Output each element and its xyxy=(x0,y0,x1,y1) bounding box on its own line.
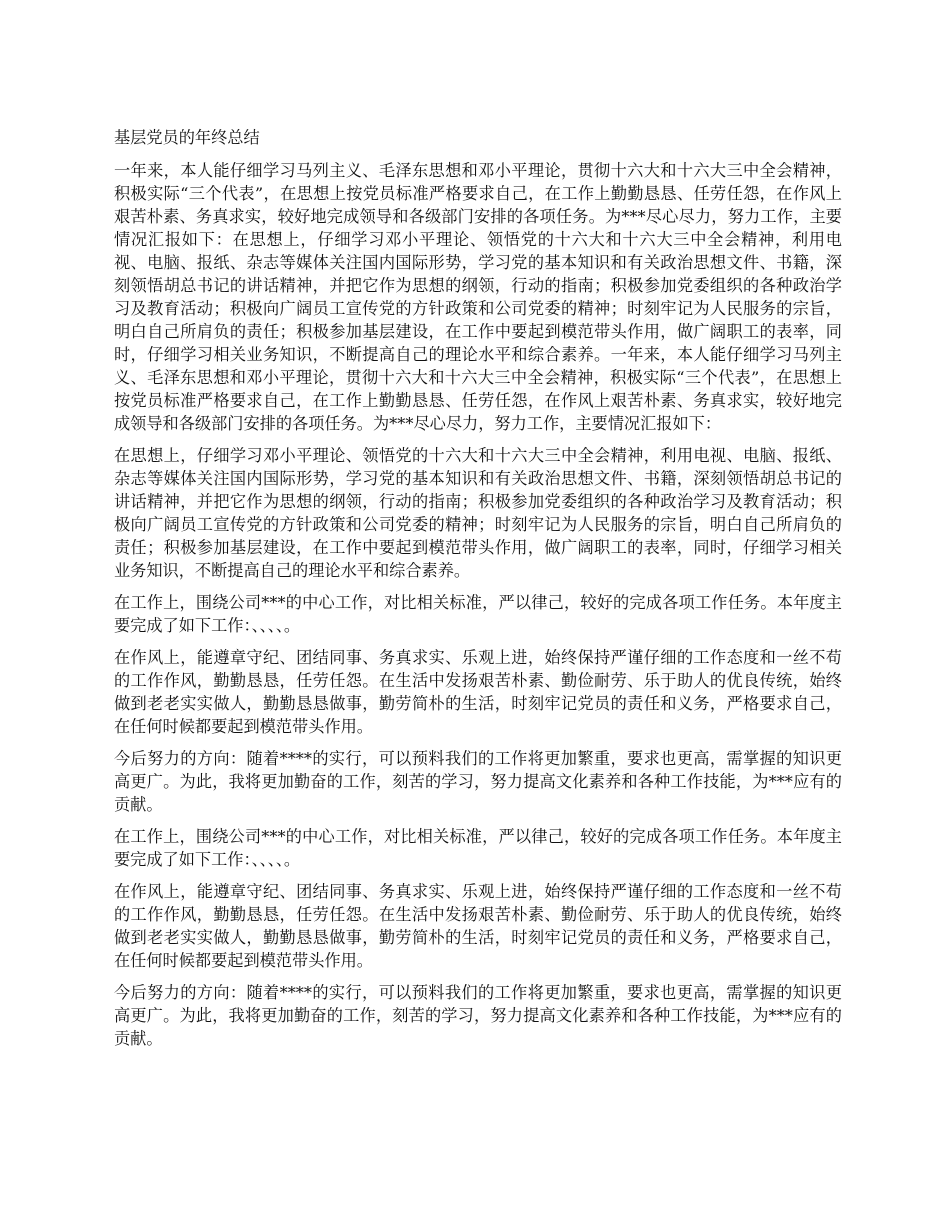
paragraph-conduct-repeat: 在作风上，能遵章守纪、团结同事、务真求实、乐观上进，始终保持严谨仔细的工作态度和一丝不苟的工作作风，勤勤恳恳，任劳任怨。在生活中发扬艰苦朴素、勤俭耐劳、乐于助人的优良传统，始终做到老老实实做人，勤勤恳恳做事，勤劳简朴的生活，时刻牢记党员的责任和义务，严格要求自己，在任何时候都要起到模范带头作用。 xyxy=(114,882,842,970)
paragraph-future-direction: 今后努力的方向：随着****的实行，可以预料我们的工作将更加繁重，要求也更高，需掌握的知识更高更广。为此，我将更加勤奋的工作，刻苦的学习，努力提高文化素养和各种工作技能，为***应有的贡献。 xyxy=(114,749,842,814)
paragraph-ideology: 在思想上，仔细学习邓小平理论、领悟党的十六大和十六大三中全会精神，利用电视、电脑、报纸、杂志等媒体关注国内国际形势，学习党的基本知识和有关政治思想文件、书籍，深刻领悟胡总书记的讲话精神，并把它作为思想的纲领，行动的指南；积极参加党委组织的各种政治学习及教育活动；积极向广阔员工宣传党的方针政策和公司党委的精神；时刻牢记为人民服务的宗旨，明白自己所肩负的责任；积极参加基层建设，在工作中要起到模范带头作用，做广阔职工的表率，同时，仔细学习相关业务知识，不断提高自己的理论水平和综合素养。 xyxy=(114,446,842,580)
paragraph-future-direction-repeat: 今后努力的方向：随着****的实行，可以预料我们的工作将更加繁重，要求也更高，需掌握的知识更高更广。为此，我将更加勤奋的工作，刻苦的学习，努力提高文化素养和各种工作技能，为***应有的贡献。 xyxy=(114,983,842,1048)
paragraph-work-repeat: 在工作上，围绕公司***的中心工作，对比相关标准，严以律己，较好的完成各项工作任务。本年度主要完成了如下工作：、、、、。 xyxy=(114,827,842,869)
paragraph-work: 在工作上，围绕公司***的中心工作，对比相关标准，严以律己，较好的完成各项工作任务。本年度主要完成了如下工作：、、、、。 xyxy=(114,593,842,635)
document-page xyxy=(114,126,842,1059)
document-title: 基层党员的年终总结 xyxy=(114,128,260,147)
paragraph-summary-intro: 一年来，本人能仔细学习马列主义、毛泽东思想和邓小平理论，贯彻十六大和十六大三中全会精神，积极实际“三个代表”，在思想上按党员标准严格要求自己，在工作上勤勤恳恳、任劳任怨，在作风上艰苦朴素、务真求实，较好地完成领导和各级部门安排的各项任务。为***尽心尽力，努力工作，主要情况汇报如下：在思想上，仔细学习邓小平理论、领悟党的十六大和十六大三中全会精神，利用电视、电脑、报纸、杂志等媒体关注国内国际形势，学习党的基本知识和有关政治思想文件、书籍，深刻领悟胡总书记的讲话精神，并把它作为思想的纲领，行动的指南；积极参加党委组织的各种政治学习及教育活动；积极向广阔员工宣传党的方针政策和公司党委的精神；时刻牢记为人民服务的宗旨，明白自己所肩负的责任；积极参加基层建设，在工作中要起到模范带头作用，做广阔职工的表率，同时，仔细学习相关业务知识，不断提高自己的理论水平和综合素养。一年来，本人能仔细学习马列主义、毛泽东思想和邓小平理论，贯彻十六大和十六大三中全会精神，积极实际“三个代表”，在思想上按党员标准严格要求自己，在工作上勤勤恳恳、任劳任怨，在作风上艰苦朴素、务真求实，较好地完成领导和各级部门安排的各项任务。为***尽心尽力，努力工作，主要情况汇报如下： xyxy=(114,161,842,433)
paragraph-conduct: 在作风上，能遵章守纪、团结同事、务真求实、乐观上进，始终保持严谨仔细的工作态度和一丝不苟的工作作风，勤勤恳恳，任劳任怨。在生活中发扬艰苦朴素、勤俭耐劳、乐于助人的优良传统，始终做到老老实实做人，勤勤恳恳做事，勤劳简朴的生活，时刻牢记党员的责任和义务，严格要求自己，在任何时候都要起到模范带头作用。 xyxy=(114,648,842,736)
